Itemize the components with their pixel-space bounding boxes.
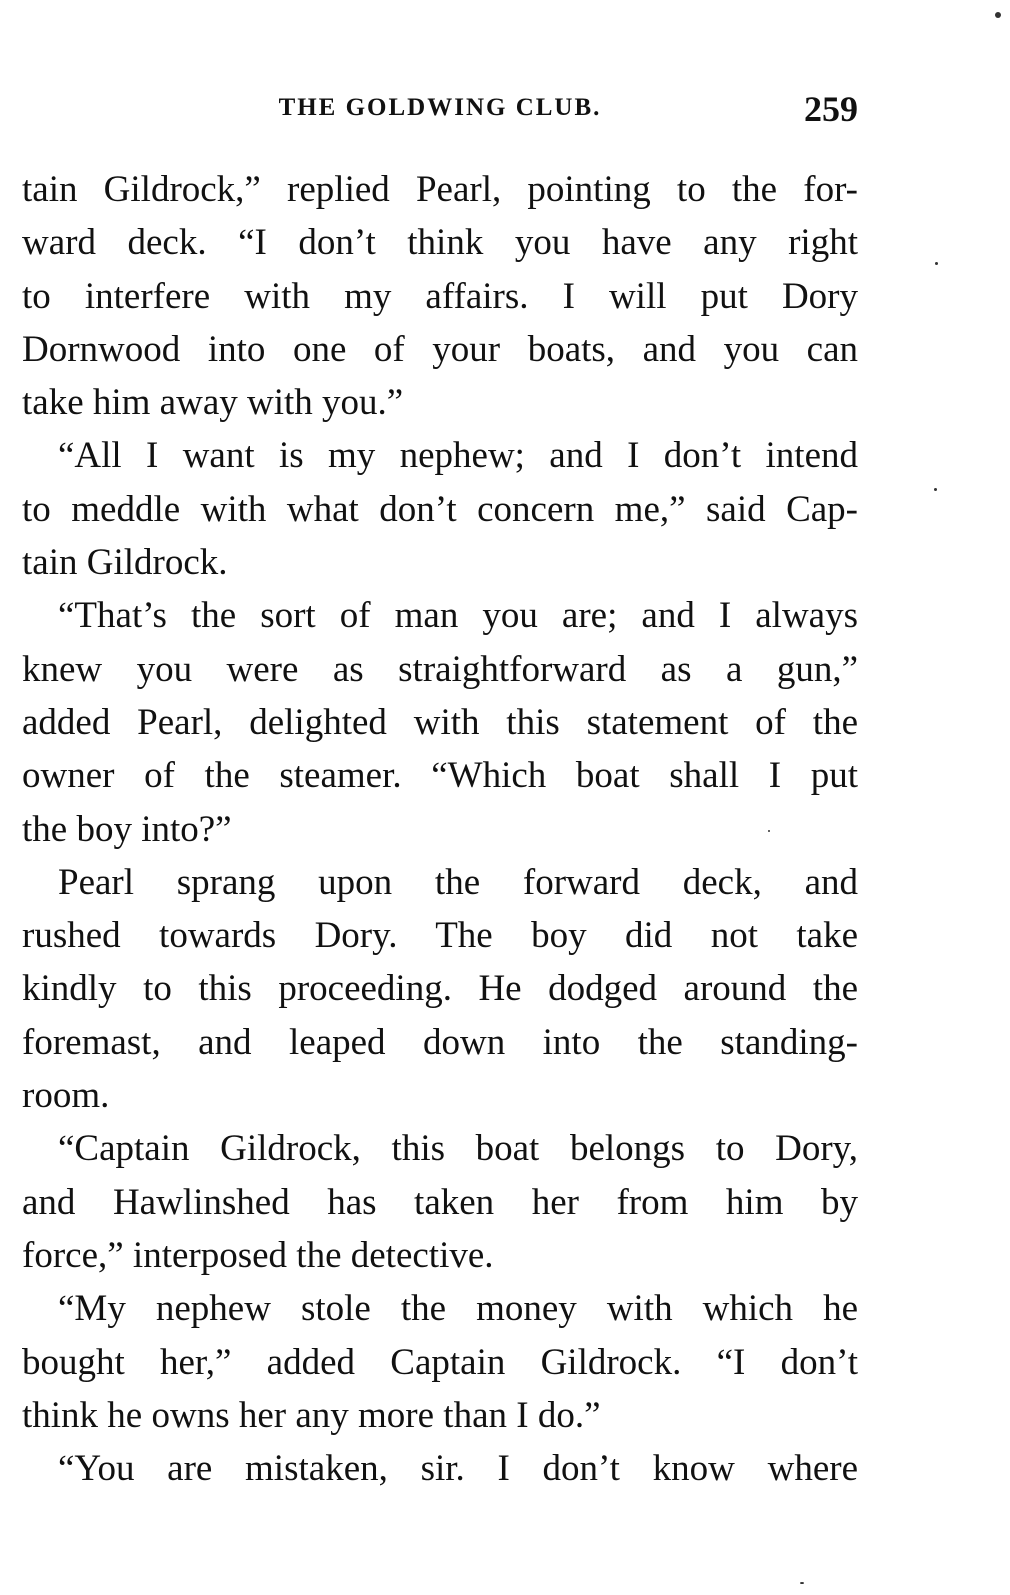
scan-speck bbox=[935, 262, 938, 265]
text-line: kindly to this proceeding. He dodged around the bbox=[22, 968, 858, 1010]
scan-speck bbox=[934, 488, 937, 491]
text-line: ward deck. “I don’t think you have any right bbox=[22, 222, 858, 264]
text-line: foremast, and leaped down into the standing- bbox=[22, 1021, 858, 1063]
body-text bbox=[22, 163, 858, 1495]
text-line: to meddle with what don’t concern me,” said Cap- bbox=[22, 488, 858, 530]
text-line: the boy into?” bbox=[22, 808, 232, 850]
running-head bbox=[22, 88, 858, 128]
text-line: bought her,” added Captain Gildrock. “I don’t bbox=[22, 1341, 858, 1383]
text-line: tain Gildrock. bbox=[22, 542, 228, 584]
text-line: “You are mistaken, sir. I don’t know where bbox=[58, 1448, 858, 1490]
text-line: force,” interposed the detective. bbox=[22, 1234, 494, 1276]
text-line: “All I want is my nephew; and I don’t intend bbox=[58, 435, 858, 477]
text-line: knew you were as straightforward as a gun,” bbox=[22, 648, 858, 690]
text-line: added Pearl, delighted with this statement of the bbox=[22, 701, 858, 743]
text-line: think he owns her any more than I do.” bbox=[22, 1394, 601, 1436]
text-line: to interfere with my affairs. I will put Dory bbox=[22, 275, 858, 317]
text-line: Dornwood into one of your boats, and you can bbox=[22, 328, 858, 370]
text-line: owner of the steamer. “Which boat shall I put bbox=[22, 755, 858, 797]
scan-speck bbox=[800, 1582, 804, 1584]
text-line: room. bbox=[22, 1075, 110, 1117]
text-line: tain Gildrock,” replied Pearl, pointing to the for- bbox=[22, 169, 858, 210]
text-line: and Hawlinshed has taken her from him by bbox=[22, 1181, 858, 1223]
running-title: THE GOLDWING CLUB. bbox=[278, 94, 602, 121]
scan-speck bbox=[995, 12, 1001, 18]
page-number: 259 bbox=[804, 89, 858, 129]
scan-speck bbox=[768, 830, 770, 832]
text-line: take him away with you.” bbox=[22, 382, 404, 424]
text-line: “Captain Gildrock, this boat belongs to Dory, bbox=[58, 1128, 858, 1170]
text-line: Pearl sprang upon the forward deck, and bbox=[58, 861, 858, 903]
text-line: rushed towards Dory. The boy did not take bbox=[22, 915, 858, 957]
text-line: “That’s the sort of man you are; and I always bbox=[58, 595, 858, 637]
text-line: “My nephew stole the money with which he bbox=[58, 1288, 858, 1330]
